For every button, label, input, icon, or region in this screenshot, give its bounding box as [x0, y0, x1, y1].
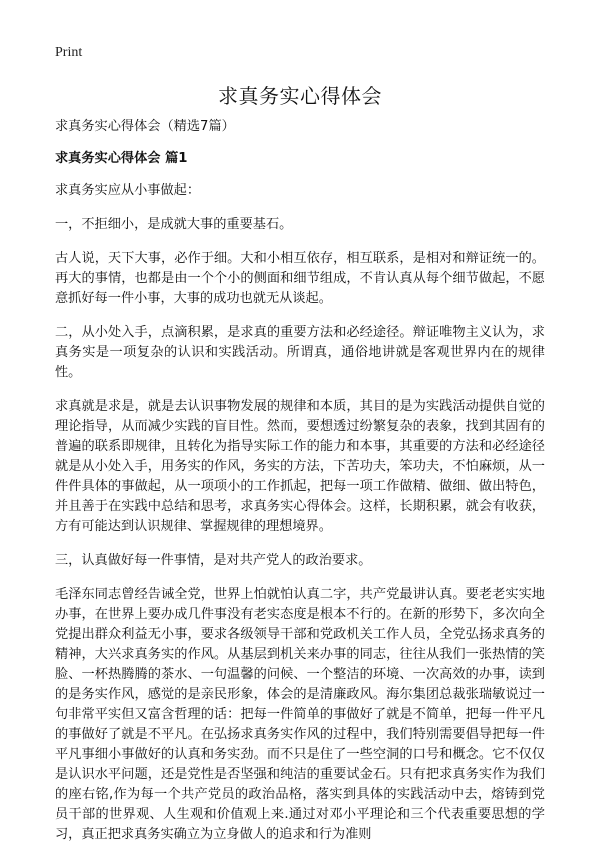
article-subtitle: 求真务实心得体会（精选7篇）	[55, 119, 235, 134]
page-title: 求真务实心得体会	[218, 84, 382, 108]
paragraph: 求真就是求是，就是去认识事物发展的规律和本质，其目的是为实践活动提供自觉的理论指导，从而减少实践的盲目性。然而，要想透过纷繁复杂的表象，找到其固有的普遍的联系即规律，且转化为指导实际工作的能力和本事，其重要的方法和必经途径就是从小处入手，用务实的作风，务实的方法，下苦功夫，笨功夫，不怕麻烦，从一件件具体的事做起，从一项项小的工作抓起，把每一项工作做精、做细、做出特色，并且善于在实践中总结和思考，求真务实心得体会。这样，长期积累，就会有收获，方有可能达到认识规律、掌握规律的理想境界。	[55, 399, 545, 534]
paragraph-point-two: 二，从小处入手，点滴积累，是求真的重要方法和必经途径。辩证唯物主义认为，求真务实是一项复杂的认识和实践活动。所谓真，通俗地讲就是客观世界内在的规律性。	[55, 325, 545, 380]
section-heading: 求真务实心得体会 篇1	[55, 151, 188, 166]
paragraph-point-one: 一，不拒细小，是成就大事的重要基石。	[55, 217, 293, 232]
print-link[interactable]: Print	[55, 45, 83, 60]
article-body	[55, 117, 545, 845]
paragraph: 毛泽东同志曾经告诫全党，世界上怕就怕认真二字，共产党最讲认真。要老老实实地办事，在世界上要办成几件事没有老实态度是根本不行的。在新的形势下，多次向全党提出群众利益无小事，要求各级领导干部和党政机关工作人员，全党弘扬求真务的精神，大兴求真务实的作风。从基层到机关来办事的同志，往往从我们一张热情的笑脸、一杯热腾腾的茶水、一句温馨的问候、一个整洁的环境、一次高效的办事，读到的是务实作风，感觉的是亲民形象，体会的是清廉政风。海尔集团总裁张瑞敏说过一句非常平实但又富含哲理的话：把每一件简单的事做好了就是不简单，把每一件平凡的事做好了就是不平凡。在弘扬求真务实作风的过程中，我们特别需要倡导把每一件平凡事细小事做好的认真和务实劲。而不只是住了一些空洞的口号和概念。它不仅仅是认识水平问题，还是党性是否坚强和纯洁的重要试金石。只有把求真务实作为我们的座右铭,作为每一个共产党员的政治品格，落实到具体的实践活动中去，熔铸到党员干部的世界观、人生观和价值观上来.通过对邓小平理论和三个代表重要思想的学习，真正把求真务实确立为立身做人的追求和行为准则	[55, 587, 545, 842]
paragraph-point-three: 三，认真做好每一件事情，是对共产党人的政治要求。	[55, 553, 372, 568]
paragraph: 古人说，天下大事，必作于细。大和小相互依存，相互联系，是相对和辩证统一的。再大的事情，也都是由一个个小的侧面和细节组成，不肯认真从每个细节做起，不愿意抓好每一件小事，大事的成功也就无从谈起。	[55, 251, 545, 306]
paragraph-intro: 求真务实应从小事做起：	[55, 183, 201, 198]
